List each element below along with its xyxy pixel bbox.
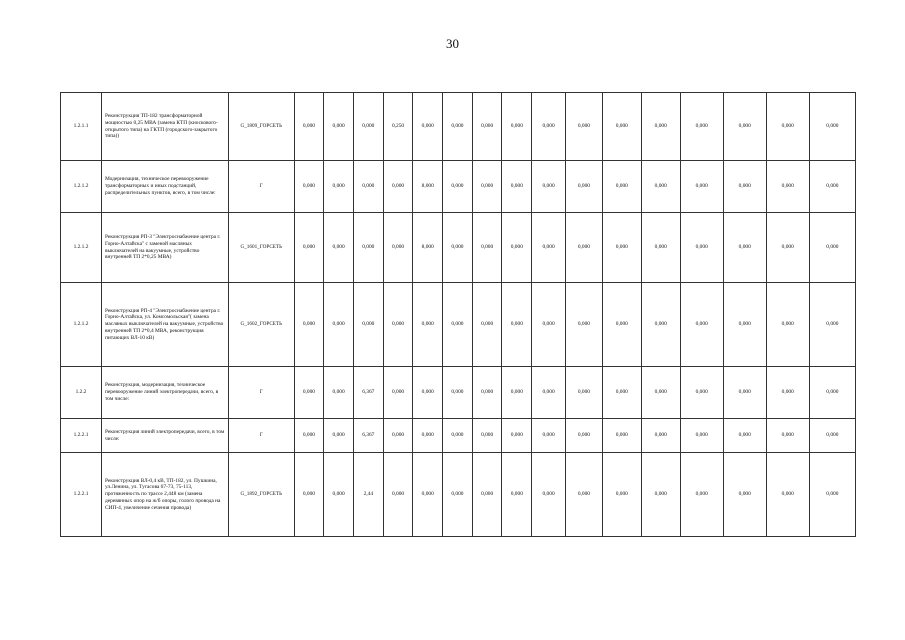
value-cell: 0,000 — [641, 161, 680, 213]
value-cell: 0,000 — [641, 367, 680, 419]
data-table — [60, 92, 856, 537]
value-cell: 0,000 — [565, 283, 602, 367]
value-cell: 0,000 — [809, 161, 855, 213]
description-cell: Реконструкция ТП-182 трансформаторной мощностью 0,25 МВА (замена КТП (киоскового-открытого типа) на ГКТП (городского-закрытого типа)) — [101, 93, 228, 161]
value-cell: 0,000 — [443, 161, 473, 213]
project-code-cell: Г — [229, 367, 295, 419]
project-code-cell: G_1602_ГОРСЕТЬ — [229, 283, 295, 367]
value-cell: 0,000 — [641, 213, 680, 283]
value-cell: 0,000 — [502, 367, 532, 419]
value-cell: 6,367 — [353, 419, 383, 453]
value-cell: 0,000 — [413, 419, 443, 453]
table-row — [61, 419, 856, 453]
value-cell: 0,000 — [766, 213, 809, 283]
value-cell: 0,000 — [766, 93, 809, 161]
project-code-cell: G_1892_ГОРСЕТЬ — [229, 453, 295, 537]
value-cell: 0,000 — [472, 283, 502, 367]
value-cell: 0,000 — [680, 419, 723, 453]
value-cell: 0,000 — [472, 367, 502, 419]
value-cell: 0,000 — [294, 213, 324, 283]
value-cell: 0,000 — [602, 213, 641, 283]
value-cell: 0,000 — [353, 161, 383, 213]
description-cell: Реконструкция, модернизация, техническое перевооружение линий электропередачи, всего, в том числе: — [101, 367, 228, 419]
value-cell: 0,000 — [809, 283, 855, 367]
value-cell: 0,000 — [443, 93, 473, 161]
value-cell: 0,000 — [502, 93, 532, 161]
value-cell: 0,000 — [324, 419, 354, 453]
value-cell: 0,000 — [383, 213, 413, 283]
value-cell: 0,000 — [641, 283, 680, 367]
project-code-cell: Г — [229, 419, 295, 453]
row-number-cell: 1.2.2.1 — [61, 419, 102, 453]
value-cell: 0,000 — [532, 453, 566, 537]
value-cell: 0,000 — [294, 453, 324, 537]
value-cell: 0,000 — [680, 367, 723, 419]
table-row — [61, 453, 856, 537]
description-cell: Реконструкция РП-4 "Электроснабжение центра г. Горно-Алтайска, ул. Комсомольская"( замена масляных выключателей на вакуумные, устройство внутренней ТП 2*0,4 МВА, реконструкция питающих ВЛ-10 кВ) — [101, 283, 228, 367]
row-number-cell: 1.2.2.1 — [61, 453, 102, 537]
value-cell: 0,000 — [502, 453, 532, 537]
value-cell: 0,000 — [641, 419, 680, 453]
value-cell: 0,000 — [565, 93, 602, 161]
value-cell: 0,000 — [353, 93, 383, 161]
value-cell: 0,000 — [294, 419, 324, 453]
value-cell: 8,000 — [413, 161, 443, 213]
value-cell: 0,000 — [809, 453, 855, 537]
project-code-cell: G_1601_ГОРСЕТЬ — [229, 213, 295, 283]
value-cell: 0,000 — [502, 161, 532, 213]
value-cell: 0,000 — [532, 161, 566, 213]
value-cell: 0,000 — [353, 283, 383, 367]
description-cell: Реконструкция ВЛ-0,4 кВ, ТП-182, ул. Пушкина, ул.Ленина, ул. Тугасова 67-73, 75-113, протяженность по трассе 2,448 км (замена деревянных опор на ж/б опоры, голого провода на СИП-4, увеличение сечения провода) — [101, 453, 228, 537]
table-row — [61, 213, 856, 283]
value-cell: 0,000 — [723, 367, 766, 419]
value-cell: 0,000 — [324, 453, 354, 537]
value-cell: 0,000 — [641, 453, 680, 537]
value-cell: 0,000 — [324, 93, 354, 161]
row-number-cell: 1.2.2 — [61, 367, 102, 419]
value-cell: 0,000 — [294, 161, 324, 213]
value-cell: 0,000 — [324, 367, 354, 419]
value-cell: 0,000 — [565, 213, 602, 283]
project-code-cell: Г — [229, 161, 295, 213]
value-cell: 0,000 — [680, 93, 723, 161]
value-cell: 0,000 — [532, 283, 566, 367]
project-code-cell: G_1809_ГОРСЕТЬ — [229, 93, 295, 161]
value-cell: 0,000 — [565, 453, 602, 537]
row-number-cell: 1.2.1.2 — [61, 161, 102, 213]
value-cell: 0,000 — [413, 453, 443, 537]
value-cell: 0,000 — [383, 367, 413, 419]
value-cell: 0,000 — [443, 367, 473, 419]
table-row — [61, 283, 856, 367]
value-cell: 0,000 — [472, 213, 502, 283]
value-cell: 0,000 — [680, 161, 723, 213]
value-cell: 0,000 — [532, 213, 566, 283]
description-cell: Реконструкция линий электропередачи, всего, в том числе: — [101, 419, 228, 453]
value-cell: 0,000 — [443, 419, 473, 453]
value-cell: 0,000 — [294, 283, 324, 367]
value-cell: 0,000 — [532, 419, 566, 453]
row-number-cell: 1.2.1.1 — [61, 93, 102, 161]
value-cell: 0,000 — [472, 93, 502, 161]
table-row — [61, 93, 856, 161]
value-cell: 0,000 — [532, 367, 566, 419]
value-cell: 0,000 — [413, 93, 443, 161]
value-cell: 0,000 — [680, 283, 723, 367]
value-cell: 0,000 — [723, 453, 766, 537]
value-cell: 0,000 — [766, 419, 809, 453]
value-cell: 0,000 — [324, 161, 354, 213]
value-cell: 0,000 — [413, 367, 443, 419]
value-cell: 0,000 — [472, 161, 502, 213]
value-cell: 0,000 — [472, 419, 502, 453]
value-cell: 2,44 — [353, 453, 383, 537]
value-cell: 0,000 — [443, 213, 473, 283]
value-cell: 0,250 — [383, 93, 413, 161]
value-cell: 0,000 — [565, 367, 602, 419]
value-cell: 8,000 — [413, 213, 443, 283]
value-cell: 0,000 — [602, 161, 641, 213]
value-cell: 0,000 — [324, 283, 354, 367]
value-cell: 0,000 — [383, 453, 413, 537]
value-cell: 0,000 — [766, 367, 809, 419]
value-cell: 0,000 — [294, 367, 324, 419]
value-cell: 0,000 — [502, 283, 532, 367]
value-cell: 0,000 — [723, 419, 766, 453]
table-row — [61, 367, 856, 419]
value-cell: 0,000 — [766, 453, 809, 537]
value-cell: 0,000 — [324, 213, 354, 283]
value-cell: 0,000 — [602, 419, 641, 453]
value-cell: 0,000 — [766, 283, 809, 367]
value-cell: 0,000 — [723, 93, 766, 161]
value-cell: 0,000 — [472, 453, 502, 537]
value-cell: 0,000 — [502, 213, 532, 283]
value-cell: 0,000 — [413, 283, 443, 367]
value-cell: 0,000 — [602, 367, 641, 419]
value-cell: 0,000 — [565, 161, 602, 213]
value-cell: 0,000 — [353, 213, 383, 283]
value-cell: 0,000 — [809, 367, 855, 419]
value-cell: 0,000 — [641, 93, 680, 161]
value-cell: 0,000 — [532, 93, 566, 161]
value-cell: 0,000 — [723, 213, 766, 283]
table-row — [61, 161, 856, 213]
value-cell: 0,000 — [766, 161, 809, 213]
value-cell: 0,000 — [502, 419, 532, 453]
value-cell: 0,000 — [383, 419, 413, 453]
value-cell: 0,000 — [809, 93, 855, 161]
value-cell: 0,000 — [602, 93, 641, 161]
value-cell: 0,000 — [602, 453, 641, 537]
value-cell: 0,000 — [680, 213, 723, 283]
value-cell: 0,000 — [602, 283, 641, 367]
page-number: 30 — [446, 36, 459, 51]
value-cell: 0,000 — [383, 161, 413, 213]
value-cell: 0,000 — [565, 419, 602, 453]
value-cell: 0,000 — [723, 161, 766, 213]
row-number-cell: 1.2.1.2 — [61, 283, 102, 367]
value-cell: 0,000 — [809, 213, 855, 283]
value-cell: 0,000 — [809, 419, 855, 453]
value-cell: 6,367 — [353, 367, 383, 419]
value-cell: 0,000 — [723, 283, 766, 367]
value-cell: 0,000 — [383, 283, 413, 367]
value-cell: 0,000 — [680, 453, 723, 537]
description-cell: Модернизация, техническое перевооружение трансформаторных и иных подстанций, распределительных пунктов, всего, в том числе: — [101, 161, 228, 213]
row-number-cell: 1.2.1.2 — [61, 213, 102, 283]
value-cell: 0,000 — [443, 453, 473, 537]
value-cell: 0,000 — [443, 283, 473, 367]
description-cell: Реконструкция РП-3 "Электроснабжение центра г. Горно-Алтайска" с заменой масляных выключателей на вакуумные, устройство внутренней ТП 2*0,25 МВА) — [101, 213, 228, 283]
value-cell: 0,000 — [294, 93, 324, 161]
